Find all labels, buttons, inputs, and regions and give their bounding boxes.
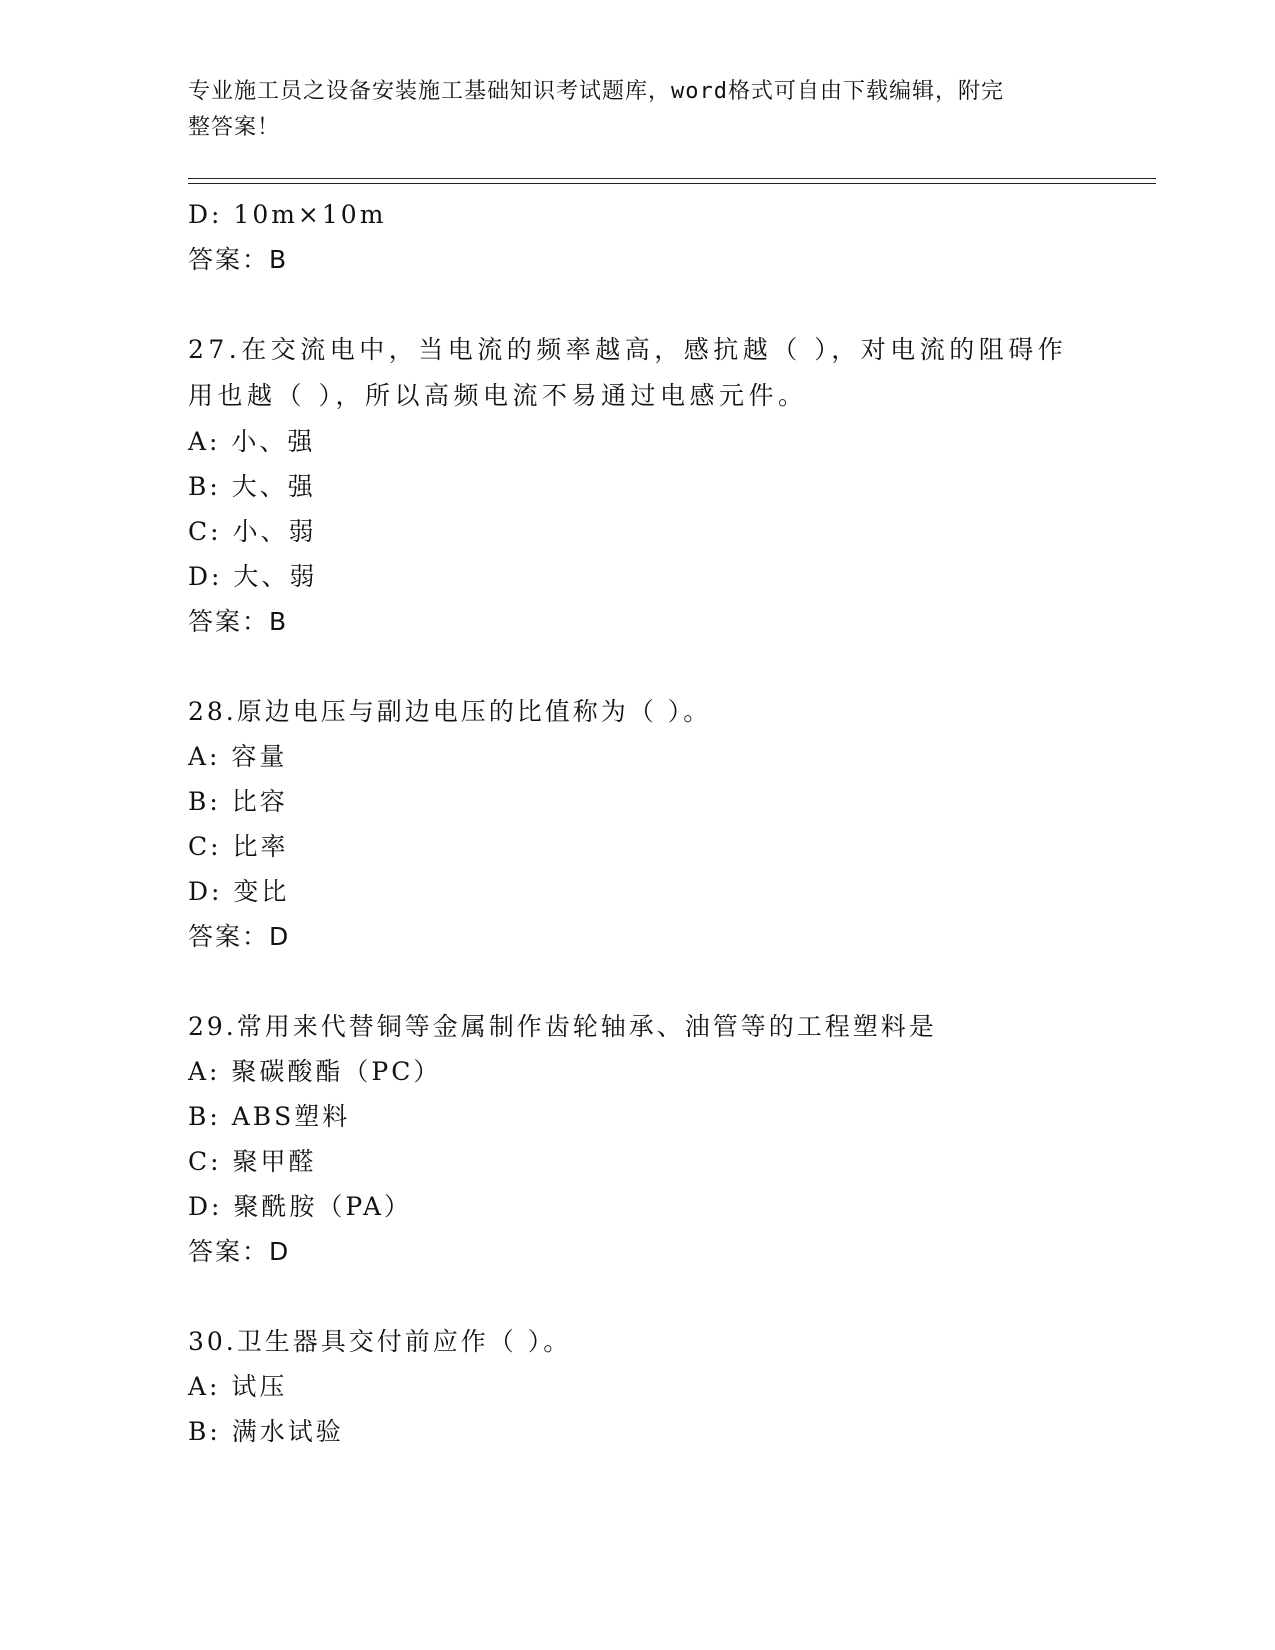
option-c: C: 聚甲醛 xyxy=(188,1147,317,1176)
question-content xyxy=(188,192,1088,1454)
question-text: 30.卫生器具交付前应作（ ）。 xyxy=(188,1327,572,1356)
header-line-2: 整答案！ xyxy=(188,115,281,140)
option-b: B: 大、强 xyxy=(188,472,316,501)
question-29 xyxy=(188,1004,1088,1274)
option-c: C: 小、弱 xyxy=(188,517,317,546)
option-a: A: 容量 xyxy=(188,742,288,771)
header-divider-bottom xyxy=(188,183,1156,184)
question-28 xyxy=(188,689,1088,959)
answer: 答案：D xyxy=(188,922,291,951)
question-30 xyxy=(188,1319,1088,1454)
option-b: B: 比容 xyxy=(188,787,288,816)
question-text-line-1: 27.在交流电中，当电流的频率越高，感抗越（ ），对电流的阻碍作 xyxy=(188,335,1068,364)
header-line-1: 专业施工员之设备安装施工基础知识考试题库，word格式可自由下载编辑，附完 xyxy=(188,79,1004,104)
option-b: B: ABS塑料 xyxy=(188,1102,351,1131)
option-a: A: 试压 xyxy=(188,1372,288,1401)
answer: 答案：B xyxy=(188,607,289,636)
spacer xyxy=(188,282,1088,327)
answer: 答案：D xyxy=(188,1237,291,1266)
question-text: 28.原边电压与副边电压的比值称为（ ）。 xyxy=(188,697,712,726)
option-b: B: 满水试验 xyxy=(188,1417,344,1446)
option-d: D: 大、弱 xyxy=(188,562,318,591)
question-text-line-2: 用也越（ ），所以高频电流不易通过电感元件。 xyxy=(188,381,808,410)
question-27 xyxy=(188,327,1088,644)
question-text: 29.常用来代替铜等金属制作齿轮轴承、油管等的工程塑料是 xyxy=(188,1012,937,1041)
option-a: A: 聚碳酸酯（PC） xyxy=(188,1057,442,1086)
header-divider-top xyxy=(188,178,1156,179)
option-a: A: 小、强 xyxy=(188,427,316,456)
option-c: C: 比率 xyxy=(188,832,289,861)
document-header xyxy=(188,74,1068,146)
spacer xyxy=(188,644,1088,689)
option-d: D: 变比 xyxy=(188,877,290,906)
answer: 答案：B xyxy=(188,245,289,274)
question-26-tail xyxy=(188,192,1088,282)
option-d: D: 10m×10m xyxy=(188,200,387,229)
spacer xyxy=(188,959,1088,1004)
question-text xyxy=(188,327,1068,419)
option-d: D: 聚酰胺（PA） xyxy=(188,1192,412,1221)
spacer xyxy=(188,1274,1088,1319)
